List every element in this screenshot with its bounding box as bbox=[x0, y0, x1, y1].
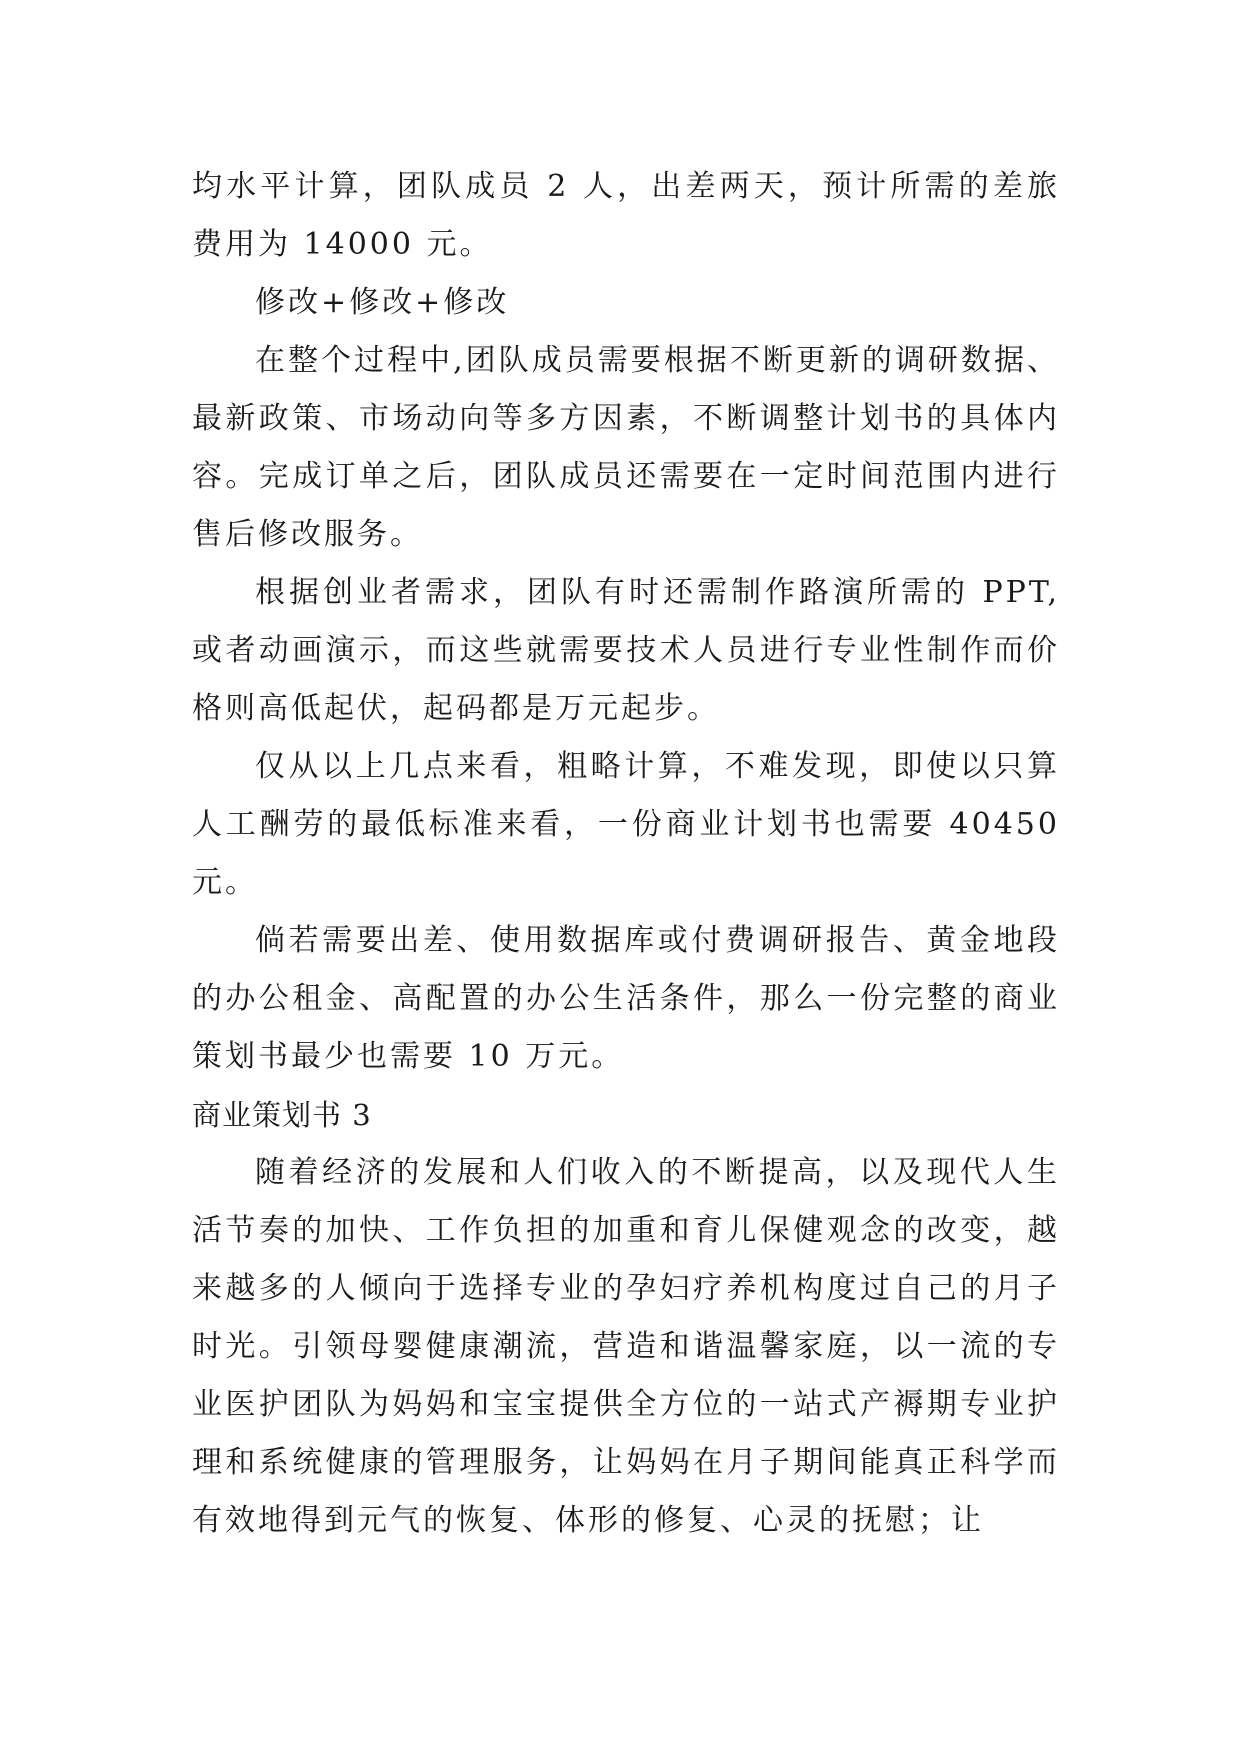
paragraph-minimum-cost: 仅从以上几点来看，粗略计算，不难发现，即使以只算人工酬劳的最低标准来看，一份商业计划书也需要 40450元。 bbox=[192, 749, 1060, 900]
paragraph-full-cost: 倘若需要出差、使用数据库或付费调研报告、黄金地段的办公租金、高配置的办公生活条件，那么一份完整的商业策划书最少也需要 10 万元。 bbox=[192, 923, 1060, 1074]
paragraph-revisions: 修改+修改+修改 bbox=[255, 285, 510, 320]
paragraph-ppt: 根据创业者需求，团队有时还需制作路演所需的 PPT,或者动画演示，而这些就需要技术人员进行专业性制作而价格则高低起伏，起码都是万元起步。 bbox=[192, 575, 1060, 726]
section-heading: 商业策划书 3 bbox=[192, 1098, 372, 1132]
paragraph-process: 在整个过程中,团队成员需要根据不断更新的调研数据、最新政策、市场动向等多方因素，不断调整计划书的具体内容。完成订单之后，团队成员还需要在一定时间范围内进行售后修改服务。 bbox=[192, 343, 1060, 552]
paragraph-travel-cost: 均水平计算，团队成员 2 人，出差两天，预计所需的差旅费用为 14000 元。 bbox=[192, 169, 1060, 262]
paragraph-maternity-care: 随着经济的发展和人们收入的不断提高，以及现代人生活节奏的加快、工作负担的加重和育儿保健观念的改变，越来越多的人倾向于选择专业的孕妇疗养机构度过自己的月子时光。引领母婴健康潮流，营造和谐温馨家庭，以一流的专业医护团队为妈妈和宝宝提供全方位的一站式产褥期专业护理和系统健康的管理服务，让妈妈在月子期间能真正科学而有效地得到元气的恢复、体形的修复、心灵的抚慰；让 bbox=[192, 1155, 1060, 1538]
document-body bbox=[192, 158, 1060, 1550]
